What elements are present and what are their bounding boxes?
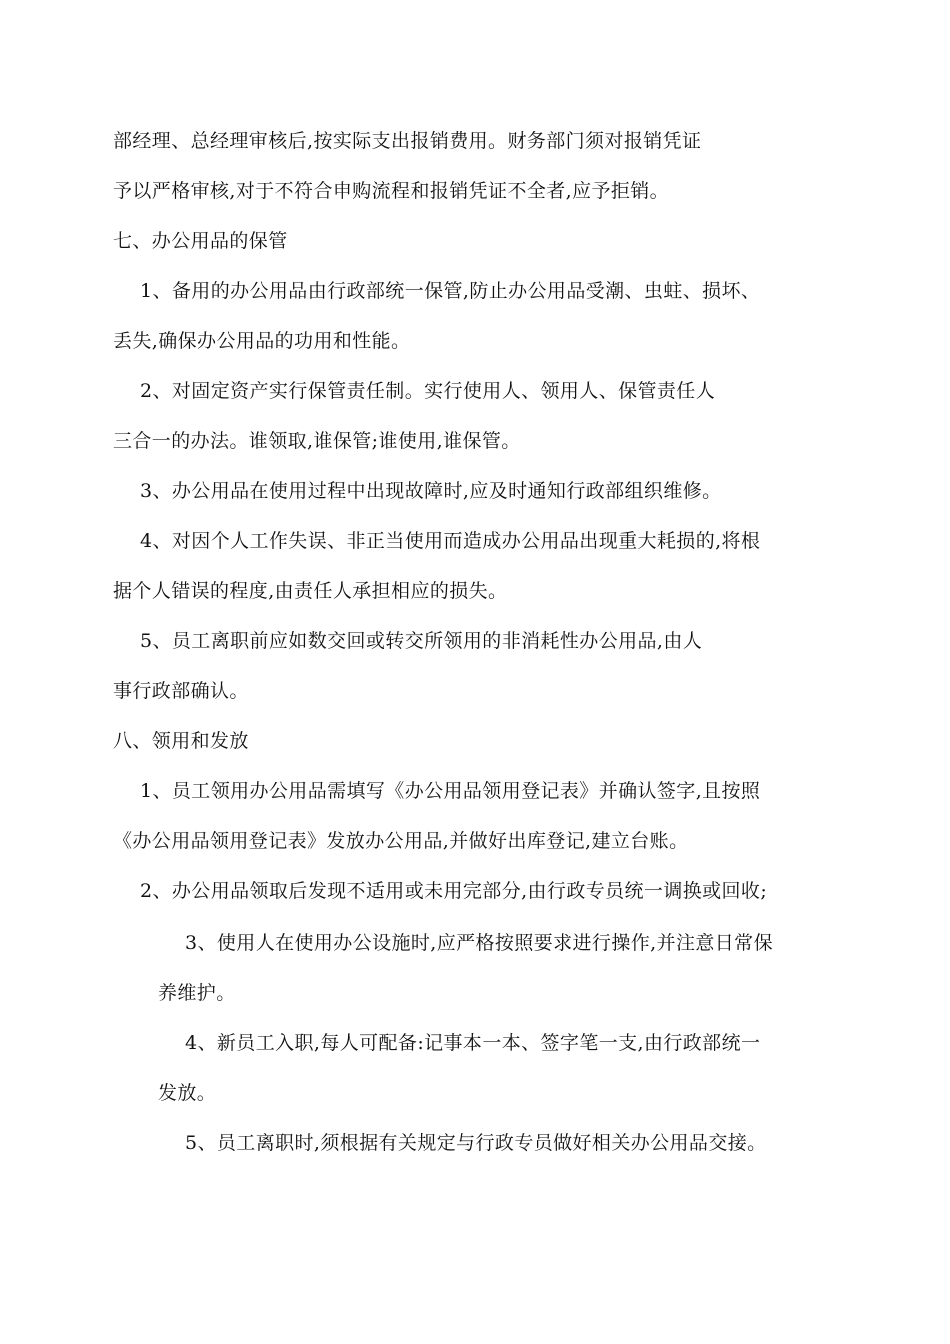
distribution-item-3-line-2: 养维护。 — [158, 982, 236, 1004]
paragraph-line-1: 部经理、总经理审核后,按实际支出报销费用。财务部门须对报销凭证 — [113, 130, 702, 152]
storage-item-2-line-1: 2、对固定资产实行保管责任制。实行使用人、领用人、保管责任人 — [140, 380, 716, 402]
storage-item-4-line-2: 据个人错误的程度,由责任人承担相应的损失。 — [113, 580, 508, 602]
storage-item-5-line-2: 事行政部确认。 — [113, 680, 249, 702]
section-heading-storage: 七、办公用品的保管 — [113, 230, 288, 252]
distribution-item-1-line-1: 1、员工领用办公用品需填写《办公用品领用登记表》并确认签字,且按照 — [140, 780, 761, 802]
storage-item-2-line-2: 三合一的办法。谁领取,谁保管;谁使用,谁保管。 — [113, 430, 521, 452]
storage-item-4-line-1: 4、对因个人工作失误、非正当使用而造成办公用品出现重大耗损的,将根 — [140, 530, 761, 552]
distribution-item-4-line-1: 4、新员工入职,每人可配备:记事本一本、签字笔一支,由行政部统一 — [185, 1032, 761, 1054]
paragraph-line-2: 予以严格审核,对于不符合申购流程和报销凭证不全者,应予拒销。 — [113, 180, 670, 202]
distribution-item-4-line-2: 发放。 — [158, 1082, 217, 1104]
storage-item-3: 3、办公用品在使用过程中出现故障时,应及时通知行政部组织维修。 — [140, 480, 722, 502]
distribution-item-2: 2、办公用品领取后发现不适用或未用完部分,由行政专员统一调换或回收; — [140, 880, 768, 902]
distribution-item-1-line-2: 《办公用品领用登记表》发放办公用品,并做好出库登记,建立台账。 — [113, 830, 689, 852]
distribution-item-3-line-1: 3、使用人在使用办公设施时,应严格按照要求进行操作,并注意日常保 — [185, 932, 773, 954]
storage-item-5-line-1: 5、员工离职前应如数交回或转交所领用的非消耗性办公用品,由人 — [140, 630, 703, 652]
storage-item-1-line-2: 丢失,确保办公用品的功用和性能。 — [113, 330, 411, 352]
distribution-item-5: 5、员工离职时,须根据有关规定与行政专员做好相关办公用品交接。 — [185, 1132, 767, 1154]
storage-item-1-line-1: 1、备用的办公用品由行政部统一保管,防止办公用品受潮、虫蛀、损坏、 — [140, 280, 761, 302]
section-heading-distribution: 八、领用和发放 — [113, 730, 249, 752]
